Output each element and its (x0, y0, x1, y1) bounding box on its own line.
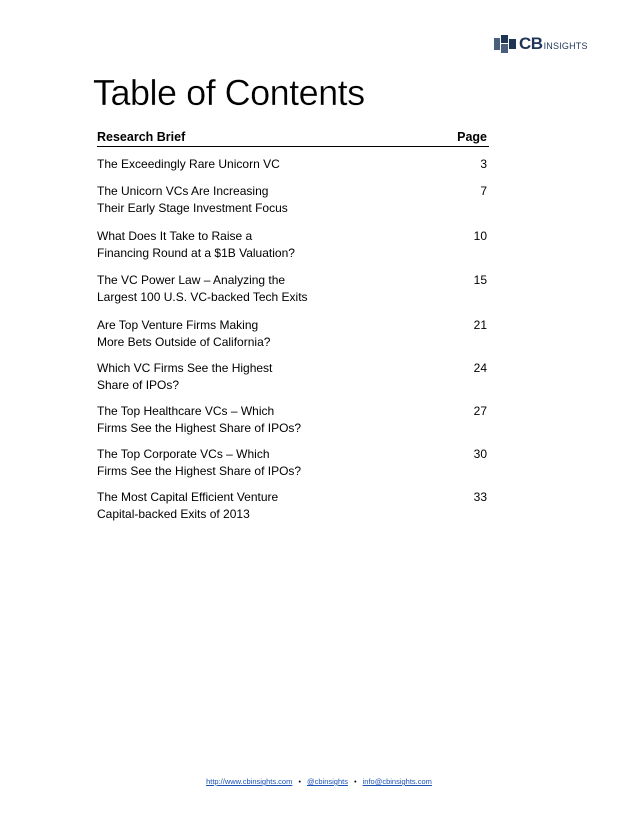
toc-entry[interactable] (97, 156, 489, 173)
toc-entry-title-line2: More Bets Outside of California? (97, 335, 271, 349)
toc-entry[interactable] (97, 489, 489, 523)
toc-entry-title: Which VC Firms See the Highest (97, 361, 273, 375)
toc-entry-title-line2: Financing Round at a $1B Valuation? (97, 246, 295, 260)
cb-logo-icon (494, 35, 516, 53)
toc-entry-title: What Does It Take to Raise a (97, 229, 253, 243)
toc-entry-title: The Most Capital Efficient Venture (97, 490, 279, 504)
table-of-contents (97, 124, 489, 521)
toc-entry-page: 10 (473, 229, 487, 243)
footer-separator: • (298, 779, 301, 786)
toc-entry-title: The Top Corporate VCs – Which (97, 447, 270, 461)
toc-entry-page: 15 (473, 273, 487, 287)
toc-entry-title-line2: Share of IPOs? (97, 378, 180, 392)
toc-entry[interactable] (97, 272, 489, 306)
logo-suffix: INSIGHTS (543, 40, 588, 51)
toc-entry[interactable] (97, 360, 489, 394)
email-link[interactable]: info@cbinsights.com (362, 777, 432, 786)
toc-entry-title: The VC Power Law – Analyzing the (97, 273, 286, 287)
toc-entry-page: 27 (473, 404, 487, 418)
toc-entry[interactable] (97, 317, 489, 351)
footer (0, 777, 638, 786)
toc-entry[interactable] (97, 446, 489, 480)
twitter-link[interactable]: @cbinsights (307, 777, 348, 786)
toc-entry-page: 21 (473, 318, 487, 332)
toc-entry-title: The Unicorn VCs Are Increasing (97, 184, 269, 198)
toc-entry-title: The Exceedingly Rare Unicorn VC (97, 157, 280, 171)
toc-header-page: Page (457, 130, 487, 144)
toc-entry-page: 7 (480, 184, 487, 198)
toc-entry-page: 33 (473, 490, 487, 504)
toc-entry[interactable] (97, 183, 489, 217)
toc-entry-title-line2: Their Early Stage Investment Focus (97, 201, 288, 215)
toc-header (97, 124, 489, 147)
toc-entry-page: 3 (480, 157, 487, 171)
cb-insights-logo (494, 33, 614, 55)
toc-entry-page: 30 (473, 447, 487, 461)
logo-brand: CB (519, 34, 543, 53)
toc-entry-title-line2: Firms See the Highest Share of IPOs? (97, 464, 302, 478)
toc-entry[interactable] (97, 403, 489, 437)
website-link[interactable]: http://www.cbinsights.com (206, 777, 293, 786)
toc-entry-title: The Top Healthcare VCs – Which (97, 404, 275, 418)
toc-header-brief: Research Brief (97, 130, 186, 144)
toc-entry-page: 24 (473, 361, 487, 375)
toc-entry-title-line2: Capital-backed Exits of 2013 (97, 507, 250, 521)
toc-entry-title-line2: Firms See the Highest Share of IPOs? (97, 421, 302, 435)
toc-entry[interactable] (97, 228, 489, 262)
toc-entry-title: Are Top Venture Firms Making (97, 318, 259, 332)
footer-separator: • (354, 779, 357, 786)
toc-entry-title-line2: Largest 100 U.S. VC-backed Tech Exits (97, 290, 308, 304)
page-title: Table of Contents (93, 72, 365, 113)
